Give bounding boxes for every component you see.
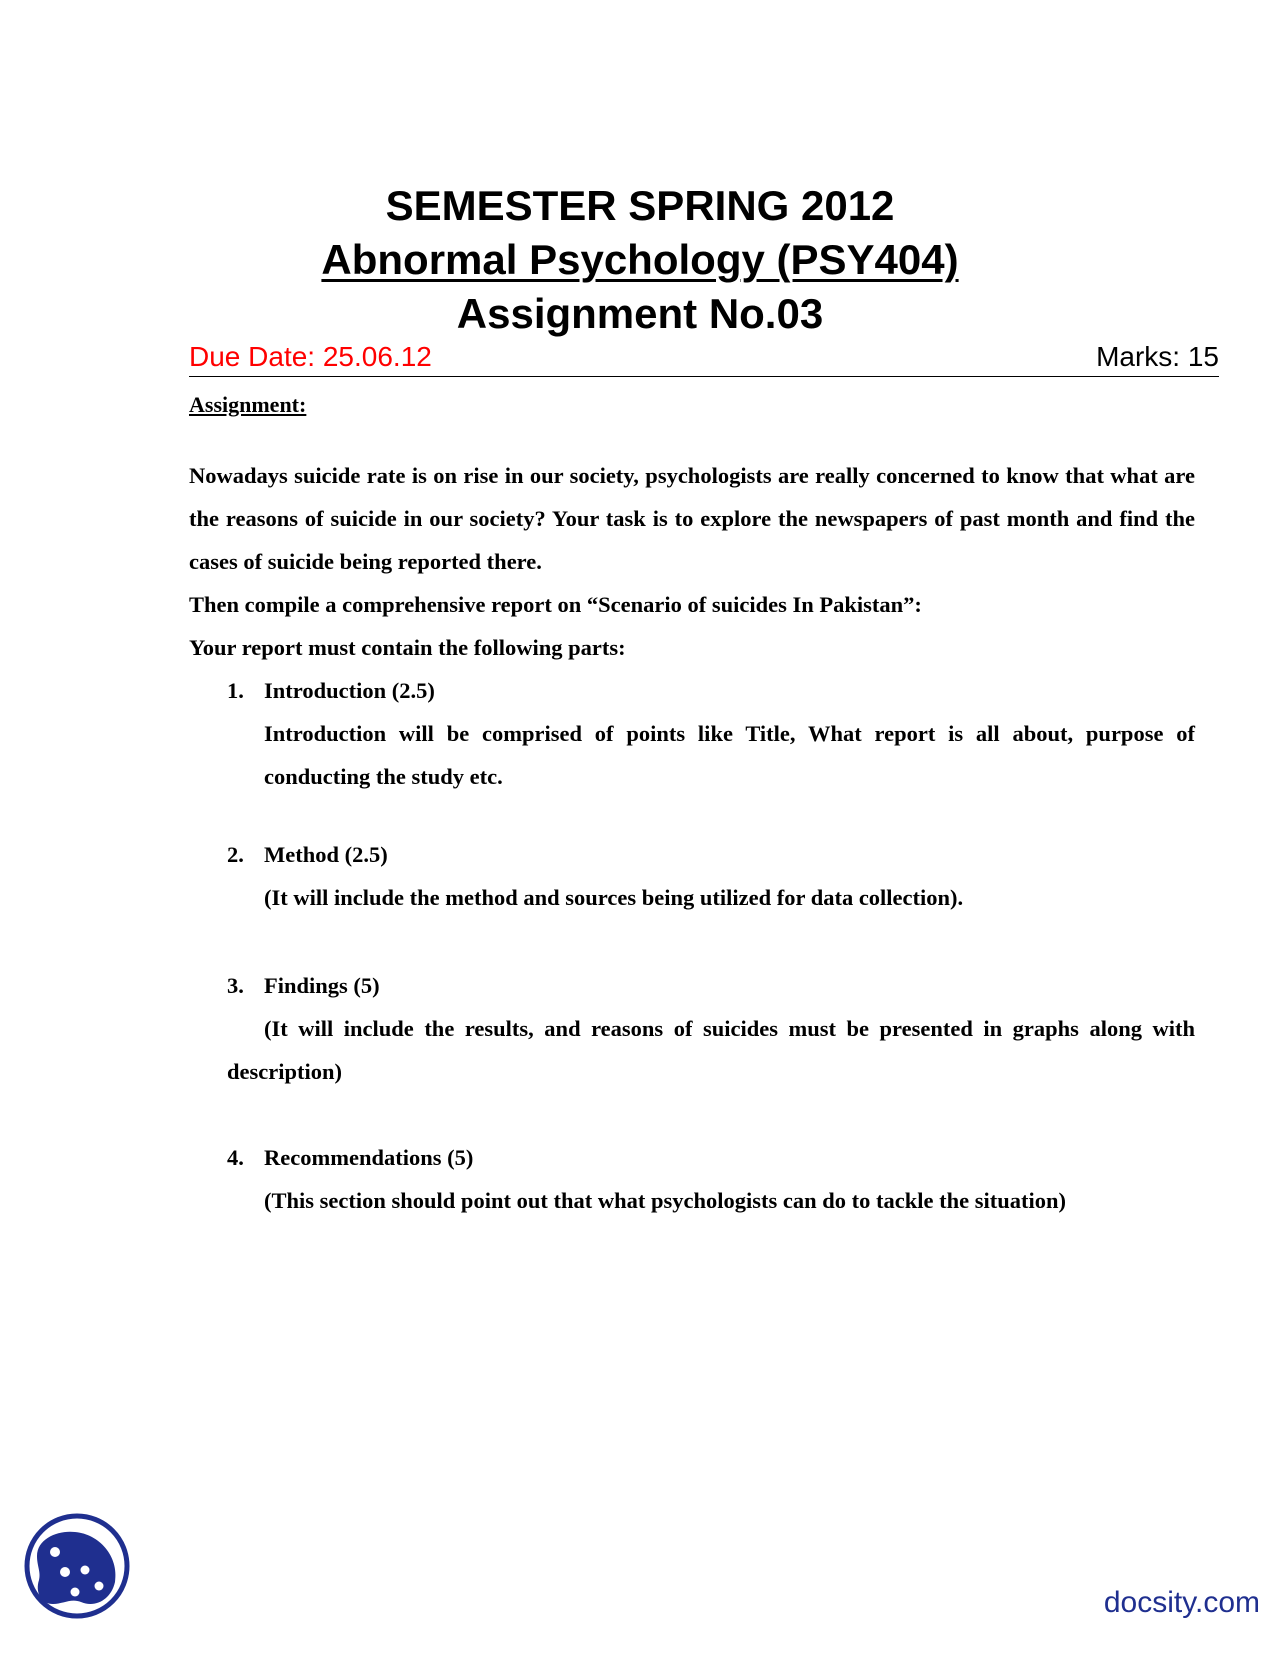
docsity-link[interactable]: docsity.com <box>1103 1586 1260 1619</box>
report-parts-line: Your report must contain the following parts: <box>189 635 626 660</box>
list-item-description: (It will include the results, and reasons of suicides must be presented in graphs along with description) <box>227 1016 1195 1084</box>
list-item-number: 4. <box>227 1145 244 1170</box>
list-item-title: Method (2.5) <box>264 842 388 867</box>
compile-line: Then compile a comprehensive report on “Scenario of suicides In Pakistan”: <box>189 592 922 617</box>
course-title <box>0 234 1280 286</box>
list-item-number: 3. <box>227 973 244 998</box>
list-item-description: (It will include the method and sources being utilized for data collection). <box>264 885 964 910</box>
list-item-introduction <box>227 669 435 712</box>
list-item-title: Introduction (2.5) <box>264 678 435 703</box>
course-title-text: Abnormal Psychology (PSY404) <box>321 236 959 283</box>
list-item-findings <box>227 964 380 1007</box>
list-item-title: Findings (5) <box>264 973 380 998</box>
list-item-description: (This section should point out that what psychologists can do to tackle the situation) <box>264 1188 1066 1213</box>
list-item-recommendations <box>227 1136 473 1179</box>
meta-row <box>189 340 1219 377</box>
assignment-title: Assignment No.03 <box>456 290 824 337</box>
marks: Marks: 15 <box>1096 341 1219 372</box>
intro-paragraph: Nowadays suicide rate is on rise in our society, psychologists are really concerned to know that what are the reasons of suicide in our society? Your task is to explore the newspapers of past month and find the cases of suicide being reported there. <box>189 463 1195 574</box>
list-item-number: 1. <box>227 678 244 703</box>
list-item-title: Recommendations (5) <box>264 1145 474 1170</box>
semester-title: SEMESTER SPRING 2012 <box>385 182 895 229</box>
list-item-description: Introduction will be comprised of points like Title, What report is all about, purpose of conducting the study etc. <box>264 721 1195 789</box>
list-item-number: 2. <box>227 842 244 867</box>
assignment-heading: Assignment: <box>189 392 307 417</box>
docsity-logo-icon[interactable] <box>23 1512 131 1620</box>
list-item-method <box>227 833 388 876</box>
due-date: Due Date: 25.06.12 <box>189 341 432 372</box>
